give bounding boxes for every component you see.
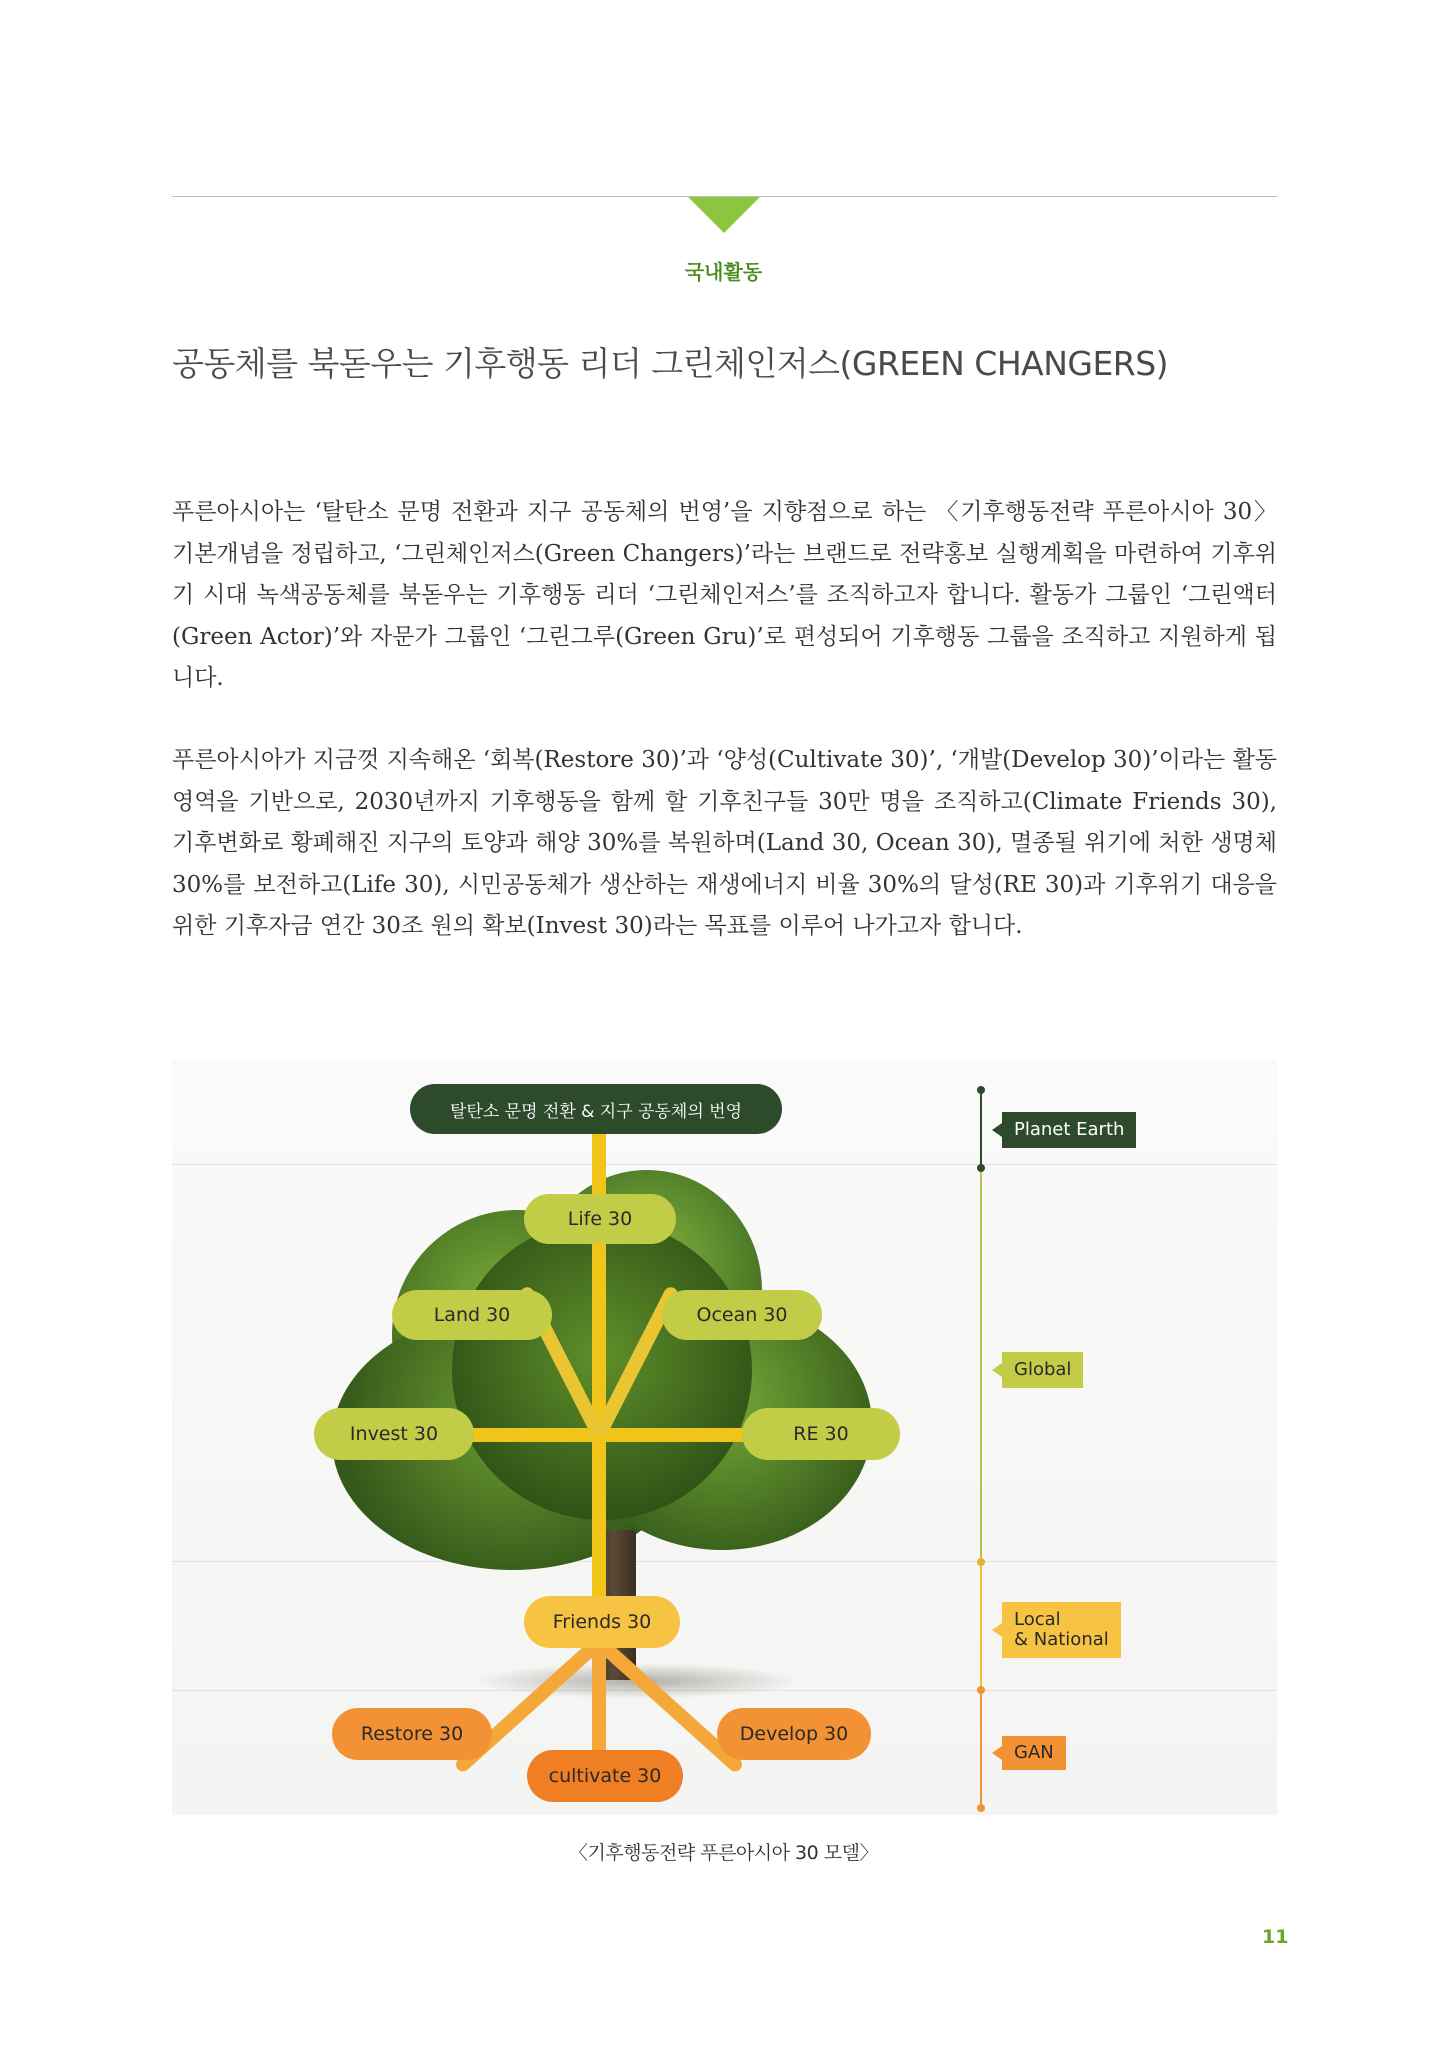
scale-marker: [977, 1164, 985, 1172]
local-tag-line1: Local: [1014, 1609, 1061, 1631]
body-paragraph-2: [172, 740, 1277, 948]
life-30-pill: Life 30: [524, 1194, 676, 1244]
cultivate-30-pill: cultivate 30: [527, 1750, 683, 1802]
paragraph-text: 푸른아시아가 지금껏 지속해온 ‘회복(Restore 30)’과 ‘양성(Cultivate 30)’, ‘개발(Develop 30)’이라는 활동영역을 기반으로, 2030년까지 기후행동을 함께 할 기후친구들 30만 명을 조직하고(Climate Friends 30), 기후변화로 황폐해진 지구의 토양과 해양 30%를 복원하며(Land 30, Ocean 30), 멸종될 위기에 처한 생명체 30%를 보전하고(Life 30), 시민공동체가 생산하는 재생에너지 비율 30%의 달성(RE 30)과 기후위기 대응을 위한 기후자금 연간 30조 원의 확보(Invest 30)라는 목표를 이루어 나가고자 합니다.: [172, 747, 1278, 939]
header-triangle-marker: [688, 197, 760, 233]
local-tag-line2: & National: [1014, 1629, 1109, 1650]
land-30-pill: Land 30: [392, 1290, 552, 1340]
invest-30-pill: Invest 30: [314, 1408, 474, 1460]
re-30-pill: RE 30: [742, 1408, 900, 1460]
scale-line-planet: [980, 1090, 982, 1168]
scale-marker: [977, 1086, 985, 1094]
gan-tag: GAN: [1002, 1736, 1066, 1770]
band-divider: [172, 1561, 1277, 1562]
section-label: 국내활동: [684, 260, 763, 284]
local-national-tag: [1002, 1602, 1121, 1658]
figure-caption: 〈기후행동전략 푸른아시아 30 모델〉: [569, 1842, 878, 1864]
strategy-tree-diagram: [172, 1060, 1277, 1815]
friends-30-pill: Friends 30: [524, 1596, 680, 1648]
scale-marker: [977, 1558, 985, 1566]
paragraph-text: 푸른아시아는 ‘탈탄소 문명 전환과 지구 공동체의 번영’을 지향점으로 하는 〈기후행동전략 푸른아시아 30〉 기본개념을 정립하고, ‘그린체인저스(Green Changers)’라는 브랜드로 전략홍보 실행계획을 마련하여 기후위기 시대 녹색공동체를 북돋우는 기후행동 리더 ‘그린체인저스’를 조직하고자 합니다. 활동가 그룹인 ‘그린액터(Green Actor)’와 자문가 그룹인 ‘그린그루(Green Gru)’로 편성되어 기후행동 그룹을 조직하고 지원하게 됩니다.: [172, 499, 1277, 691]
planet-earth-tag: Planet Earth: [1002, 1112, 1136, 1148]
global-tag: Global: [1002, 1352, 1083, 1388]
scale-line-gan: [980, 1690, 982, 1808]
scale-line-local: [980, 1562, 982, 1690]
branch-to-cultivate: [592, 1635, 606, 1765]
body-paragraph-1: [172, 492, 1277, 700]
scale-marker: [977, 1686, 985, 1694]
page-number: 11: [1262, 1926, 1289, 1948]
develop-30-pill: Develop 30: [717, 1708, 871, 1760]
restore-30-pill: Restore 30: [332, 1708, 492, 1760]
page-title: 공동체를 북돋우는 기후행동 리더 그린체인저스(GREEN CHANGERS): [172, 344, 1169, 383]
scale-line-global: [980, 1168, 982, 1562]
vision-pill: 탈탄소 문명 전환 & 지구 공동체의 번영: [410, 1084, 782, 1134]
band-divider: [172, 1164, 1277, 1165]
ocean-30-pill: Ocean 30: [662, 1290, 822, 1340]
scale-marker: [977, 1804, 985, 1812]
